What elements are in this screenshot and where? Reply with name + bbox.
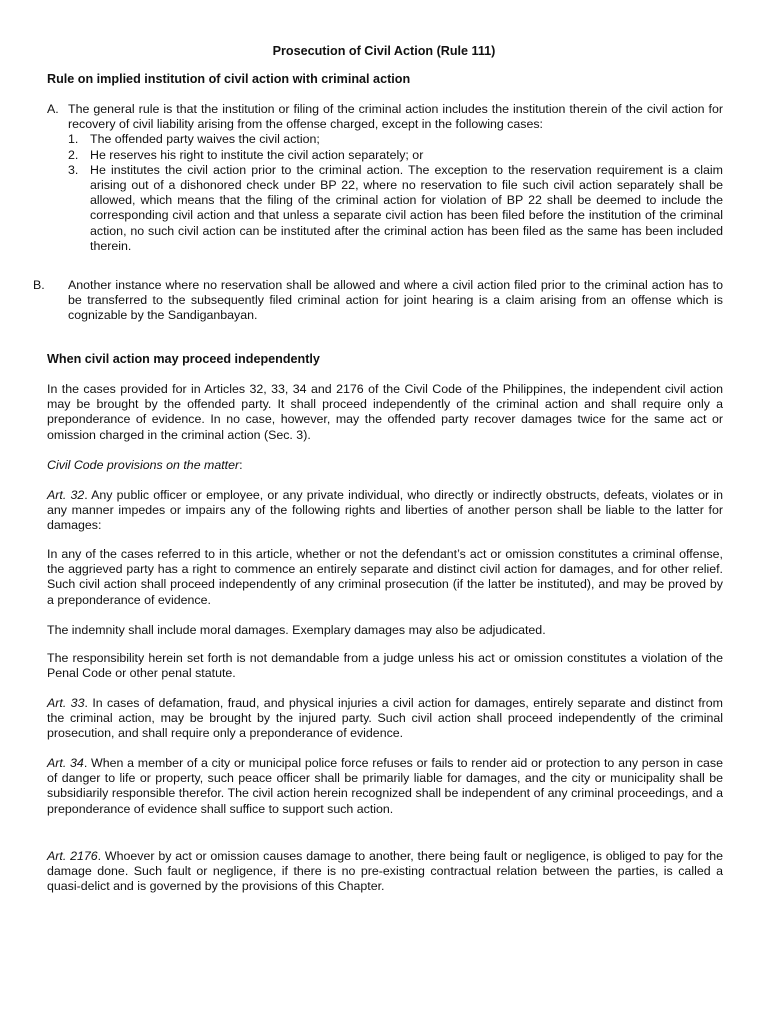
list-item [68,132,723,147]
art33-text: . In cases of defamation, fraud, and physical injuries a civil action for damages, entirely separate and distinct from the criminal action, may be brought by the injured party. Such civil action shall proceed independently of the criminal prosecution, and shall require only a preponderance of evidence. [47,696,723,741]
item-a [47,102,735,254]
item-a-label: A. [47,102,59,116]
art2176-paragraph [47,849,723,895]
section-heading-implied-institution: Rule on implied institution of civil action with criminal action [47,72,411,86]
list-item-number: 1. [68,132,79,147]
art32-name: Art. 32 [47,488,85,502]
art2176-name: Art. 2176 [47,849,98,863]
art34-text: . When a member of a city or municipal police force refuses or fails to render aid or protection to any person in case of danger to life or property, such peace officer shall be primarily liable for damages, and the city or municipality shall be subsidiarily responsible therefor. The civil action herein recognized shall be independent of any criminal proceedings, and a preponderance of evidence shall suffice to support such action. [47,756,723,816]
art2176-text: . Whoever by act or omission causes damage to another, there being fault or negligence, is obliged to pay for the damage done. Such fault or negligence, if there is no pre-existing contractual relation between the parties, is called a quasi-delict and is governed by the provisions of this Chapter. [47,849,723,894]
art32-paragraph-2: In any of the cases referred to in this article, whether or not the defendant’s act or omission constitutes a criminal offense, the aggrieved party has a right to commence an entirely separate and distinct civil action for damages, and for other relief. Such civil action shall proceed independently of any criminal prosecution (if the latter be instituted), and may be proved by a preponderance of evidence. [47,547,723,607]
art34-name: Art. 34 [47,756,84,770]
item-b-text: Another instance where no reservation shall be allowed and where a civil action filed prior to the criminal action has to be transferred to the subsequently filed criminal action for joint hearing is a claim arising from an offense which is cognizable by the Sandiganbayan. [68,278,723,323]
exception-list [68,132,723,254]
item-b [33,278,721,324]
art33-name: Art. 33 [47,696,85,710]
list-item-number: 2. [68,147,79,162]
list-item-number: 3. [68,162,79,177]
civil-code-label-text: Civil Code provisions on the matter [47,458,240,472]
section-heading-independent: When civil action may proceed independently [47,352,320,366]
item-a-intro: The general rule is that the institution or filing of the criminal action includes the institution therein of the civil action for recovery of civil liability arising from the offense charged, except in the following cases: [68,102,723,132]
list-item [68,163,723,254]
civil-code-colon: : [239,458,243,472]
list-item-text: He reserves his right to institute the civil action separately; or [90,147,424,162]
art32-paragraph-3: The indemnity shall include moral damages. Exemplary damages may also be adjudicated. [47,623,546,637]
page-title: Prosecution of Civil Action (Rule 111) [272,44,496,58]
art33-paragraph [47,696,723,742]
civil-code-provisions-label [47,458,723,473]
list-item [68,148,723,163]
list-item-text: The offended party waives the civil action; [90,132,320,147]
art32-paragraph-4: The responsibility herein set forth is not demandable from a judge unless his act or omission constitutes a violation of the Penal Code or other penal statute. [47,651,723,681]
art32-paragraph [47,488,723,534]
art32-text: . Any public officer or employee, or any private individual, who directly or indirectly obstructs, defeats, violates or in any manner impedes or impairs any of the following rights and liberties of another person shall be liable to the latter for damages: [47,488,723,533]
art34-paragraph [47,756,723,817]
independent-civil-action-paragraph: In the cases provided for in Articles 32, 33, 34 and 2176 of the Civil Code of the Philippines, the independent civil action may be brought by the offended party. It shall proceed independently of the criminal action and shall require only a preponderance of evidence. In no case, however, may the offended party recover damages twice for the same act or omission charged in the criminal action (Sec. 3). [47,382,723,442]
item-b-label: B. [33,278,45,292]
list-item-text: He institutes the civil action prior to the criminal action. The exception to the reservation requirement is a claim arising out of a dishonored check under BP 22, where no reservation to file such civil action separately shall be allowed, which means that the filing of the criminal action for violation of BP 22 shall be deemed to include the corresponding civil action and that unless a separate civil action has been filed before the institution of the criminal action, no such civil action can be instituted after the criminal action has been filed as the same has been included therein. [90,162,723,253]
